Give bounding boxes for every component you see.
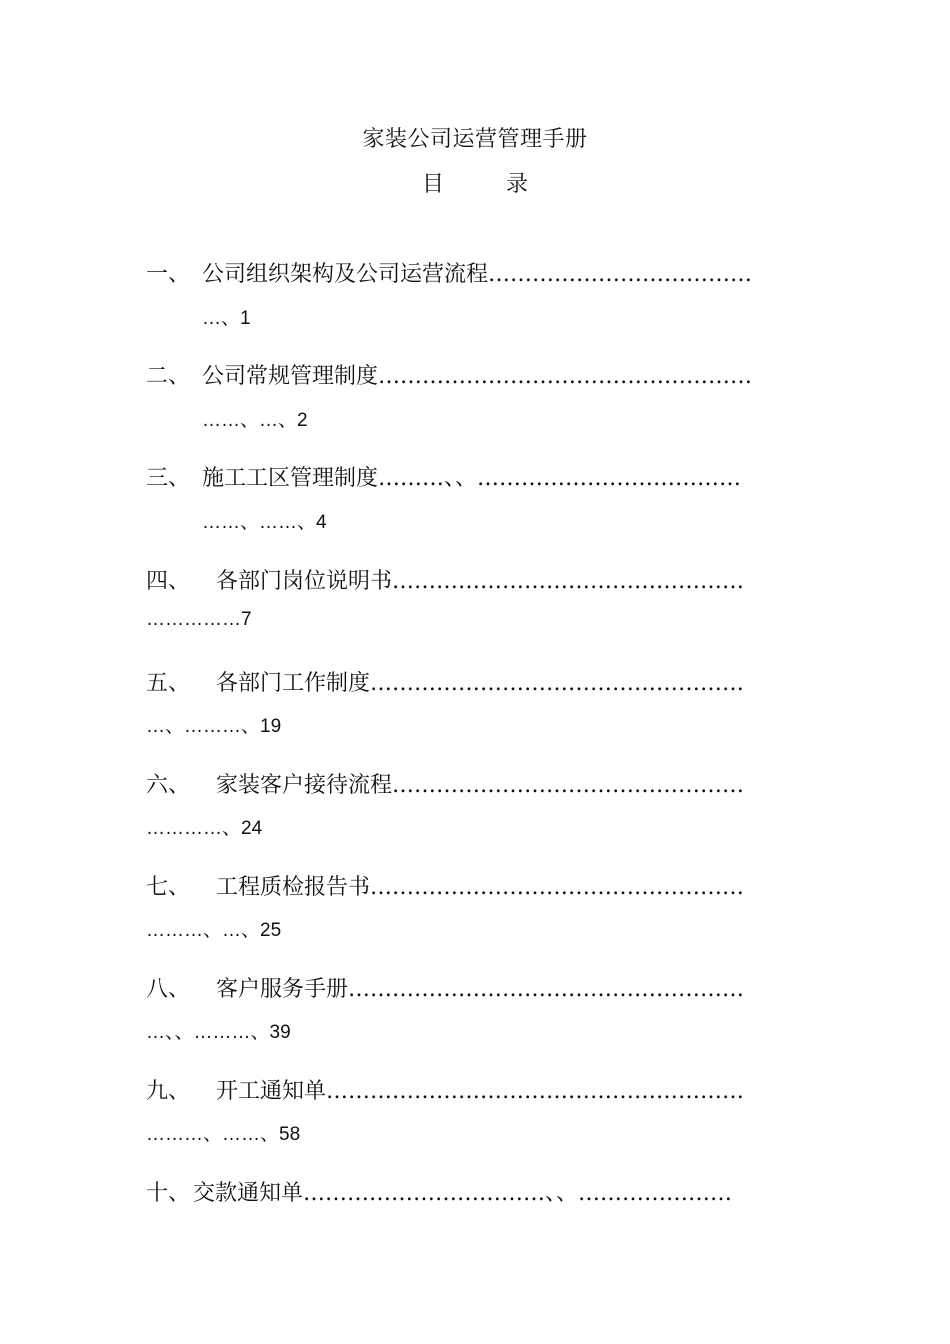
toc-entry-page: ………、……、58 (146, 1124, 301, 1145)
toc-entry-text: 施工工区管理制度………、、……………………………… (202, 466, 742, 491)
toc-entry-page: …、………、19 (146, 716, 282, 737)
toc-entry-page: ………、…、25 (146, 920, 282, 941)
toc-entry-text: 各部门岗位说明书………………………………………… (216, 569, 745, 594)
toc-entry-text: 各部门工作制度…………………………………………… (216, 671, 745, 696)
toc-entry-number: 七、 (146, 875, 191, 900)
toc-entry-page: …、1 (202, 308, 251, 329)
toc-entry-number: 九、 (146, 1079, 191, 1104)
toc-entry-number: 十、 (146, 1181, 191, 1206)
toc-entry-number: 八、 (146, 977, 191, 1002)
toc-entry-page: ……、…、2 (202, 410, 308, 431)
toc-entry-number: 六、 (146, 773, 191, 798)
toc-entry-text: 客户服务手册……………………………………………… (216, 977, 745, 1002)
toc-entry-text: 公司常规管理制度…………………………………………… (202, 364, 753, 389)
toc-entry-text: 公司组织架构及公司运营流程……………………………… (202, 262, 753, 287)
toc-entry-number: 三、 (146, 466, 191, 491)
toc-heading-left: 目 (421, 172, 444, 197)
toc-entry-text: 家装客户接待流程………………………………………… (216, 773, 745, 798)
toc-entry-text: 开工通知单………………………………………………… (216, 1079, 745, 1104)
document-title: 家装公司运营管理手册 (362, 127, 588, 152)
toc-entry-number: 二、 (146, 364, 191, 389)
toc-entry-page: ……、……、4 (202, 512, 327, 533)
toc-entry-number: 一、 (146, 262, 191, 287)
toc-entry-text: 工程质检报告书…………………………………………… (216, 875, 745, 900)
toc-entry-number: 四、 (146, 569, 191, 594)
toc-heading (0, 167, 950, 198)
toc-entry-page: …………、24 (146, 818, 263, 839)
toc-heading-right: 录 (506, 172, 529, 197)
toc-entry-page: …、、………、39 (146, 1022, 291, 1043)
toc-entry-page: ……………7 (146, 609, 252, 630)
toc-entry-text: 交款通知单……………………………、、………………… (193, 1181, 733, 1206)
toc-entry-number: 五、 (146, 671, 191, 696)
